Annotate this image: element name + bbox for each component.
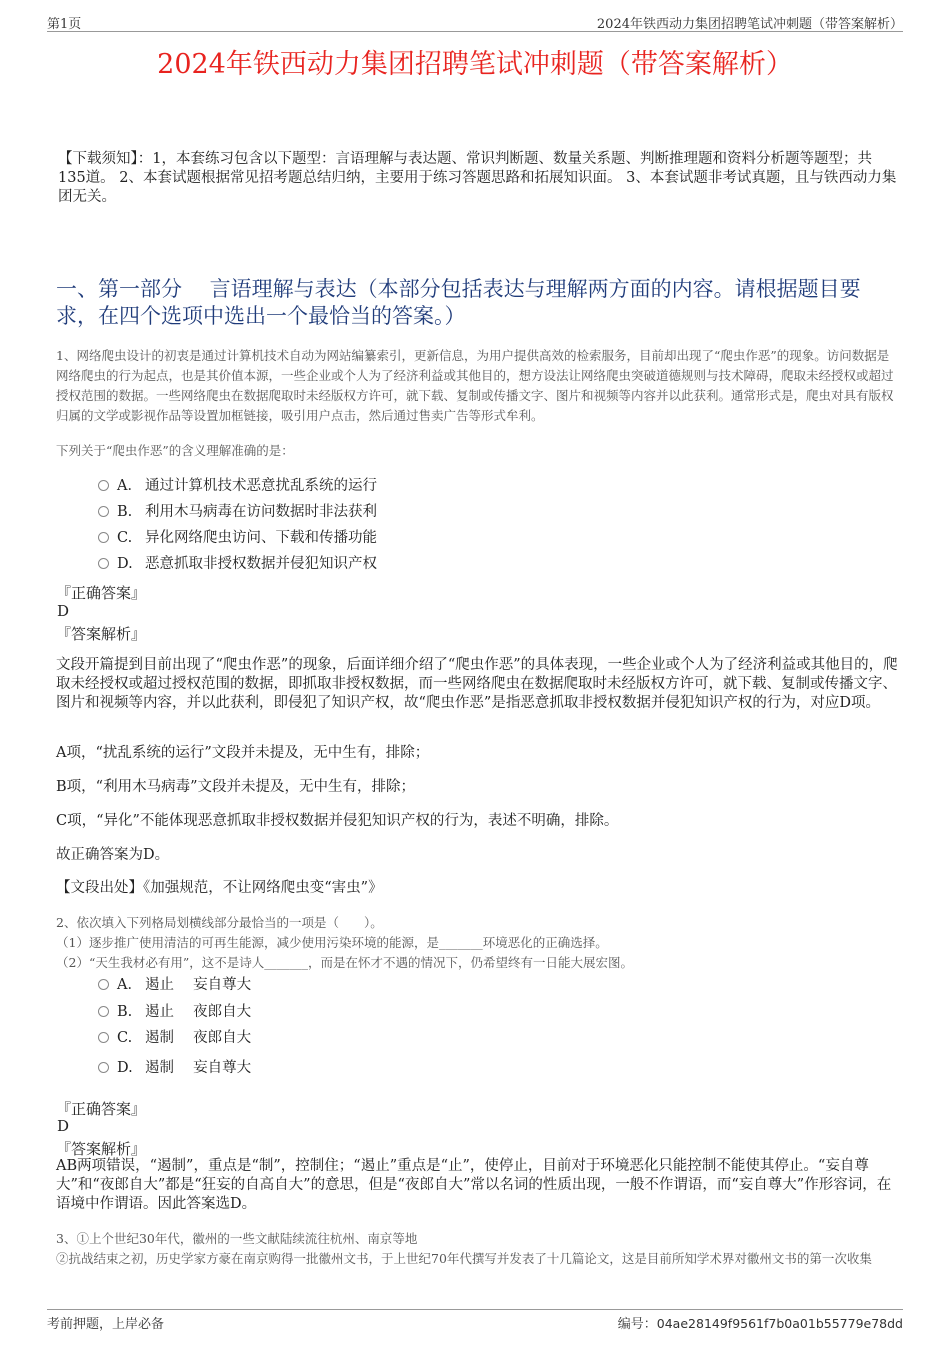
correct-answer: D	[57, 1117, 70, 1135]
question-3-line-1: 3、①上个世纪30年代，徽州的一些文献陆续流往杭州、南京等地	[56, 1231, 418, 1246]
question-2-option-a[interactable]: A． 遏止 妄自尊大	[98, 975, 251, 995]
radio-icon[interactable]	[98, 1032, 109, 1043]
question-1-option-a[interactable]: A． 通过计算机技术恶意扰乱系统的运行	[98, 476, 377, 496]
correct-answer-label: 『正确答案』	[56, 584, 147, 602]
analysis-paragraph: 文段开篇提到目前出现了“爬虫作恶”的现象，后面详细介绍了“爬虫作恶”的具体表现，一些企业或个人为了经济利益或其他目的，爬取未经授权或超过授权范围的数据，即抓取非授权数据，而一些网络爬虫在数据爬取时未经版权方许可，就下载、复制或传播文字、图片和视频等内容，并以此获利，即侵犯了知识产权，故“爬虫作恶”是指恶意抓取非授权数据并侵犯知识产权的行为，对应D项。	[56, 657, 898, 711]
analysis-option-b: B项，“利用木马病毒”文段并未提及，无中生有，排除；	[56, 779, 415, 795]
analysis-option-c: C项，“异化”不能体现恶意抓取非授权数据并侵犯知识产权的行为，表述不明确，排除。	[56, 813, 619, 829]
header-divider	[47, 31, 903, 32]
question-3-line-2: ②抗战结束之初，历史学家方豪在南京购得一批徽州文书，于上世纪70年代撰写并发表了十几篇论文，这是目前所知学术界对徽州文书的第一次收集	[56, 1251, 872, 1266]
source-note: 【文段出处】《加强规范，不让网络爬虫变“害虫”》	[56, 880, 383, 896]
question-1-option-c[interactable]: C. 异化网络爬虫访问、下载和传播功能	[98, 528, 377, 548]
download-notice: 【下载须知】：1，本套练习包含以下题型：言语理解与表达题、常识判断题、数量关系题、判断推理题和资料分析题等题型；共135道。 2、本套试题根据常见招考题总结归纳，主要用于练习答题思路和拓展知识面。 3、本套试题非考试真题，且与铁西动力集团无关。	[58, 151, 897, 205]
analysis-label: 『答案解析』	[56, 625, 147, 643]
question-1-stem: 1、网络爬虫设计的初衷是通过计算机技术自动为网站编纂索引，更新信息，为用户提供高效的检索服务，目前却出现了“爬虫作恶”的现象。访问数据是网络爬虫的行为起点，也是其价值本源，一些企业或个人为了经济利益或其他目的，想方设法让网络爬虫突破道德规则与技术障碍，爬取未经授权或超过授权范围的数据。一些网络爬虫在数据爬取时未经版权方许可，就下载、复制或传播文字、图片和视频等内容并以此获利。通常形式是，爬虫对具有版权归属的文学或影视作品等设置加框链接，吸引用户点击，然后通过售卖广告等形式牟利。	[56, 348, 894, 423]
analysis-paragraph: AB两项错误，“遏制”，重点是“制”，控制住；“遏止”重点是“止”，使停止，目前对于环境恶化只能控制不能使其停止。“妄自尊大”和“夜郎自大”都是“狂妄的自高自大”的意思，但是“夜郎自大”常以名词的性质出现，一般不作谓语，而“妄自尊大”作形容词，在语境中作谓语。因此答案选D。	[56, 1158, 892, 1212]
question-1-option-b[interactable]: B. 利用木马病毒在访问数据时非法获利	[98, 502, 377, 522]
analysis-option-a: A项，“扰乱系统的运行”文段并未提及，无中生有，排除；	[56, 745, 430, 761]
radio-icon[interactable]	[98, 979, 109, 990]
correct-answer-label: 『正确答案』	[56, 1100, 147, 1118]
section-heading: 一、第一部分 言语理解与表达（本部分包括表达与理解两方面的内容。请根据题目要求，在四个选项中选出一个最恰当的答案。）	[56, 277, 861, 328]
analysis-label: 『答案解析』	[56, 1140, 147, 1158]
radio-icon[interactable]	[98, 532, 109, 543]
radio-icon[interactable]	[98, 506, 109, 517]
page-number: 第1页	[47, 17, 82, 32]
page-title: 2024年铁西动力集团招聘笔试冲刺题（带答案解析）	[157, 49, 793, 80]
question-2-stem: 2、依次填入下列格局划横线部分最恰当的一项是（ ）。	[56, 915, 383, 930]
analysis-conclusion: 故正确答案为D。	[56, 847, 170, 863]
correct-answer: D	[57, 602, 70, 620]
question-2-line-1: （1）逐步推广使用清洁的可再生能源，减少使用污染环境的能源，是_______环境恶化的正确选择。	[56, 935, 608, 950]
running-title: 2024年铁西动力集团招聘笔试冲刺题（带答案解析）	[596, 17, 903, 32]
question-2-option-c[interactable]: C. 遏制 夜郎自大	[98, 1028, 251, 1048]
radio-icon[interactable]	[98, 1062, 109, 1073]
footer-divider	[47, 1309, 903, 1310]
footer-slogan: 考前押题，上岸必备	[47, 1317, 165, 1332]
question-2-option-b[interactable]: B. 遏止 夜郎自大	[98, 1002, 251, 1022]
radio-icon[interactable]	[98, 558, 109, 569]
radio-icon[interactable]	[98, 480, 109, 491]
question-2-line-2: （2）“天生我材必有用”，这不是诗人_______，而是在怀才不遇的情况下，仍希望终有一日能大展宏图。	[56, 955, 633, 970]
document-code: 编号：04ae28149f9561f7b0a01b55779e78dd	[617, 1316, 903, 1332]
question-2-option-d[interactable]: D. 遏制 妄自尊大	[98, 1058, 251, 1078]
question-1-prompt: 下列关于“爬虫作恶”的含义理解准确的是：	[56, 443, 294, 458]
radio-icon[interactable]	[98, 1006, 109, 1017]
question-1-option-d[interactable]: D. 恶意抓取非授权数据并侵犯知识产权	[98, 554, 377, 574]
